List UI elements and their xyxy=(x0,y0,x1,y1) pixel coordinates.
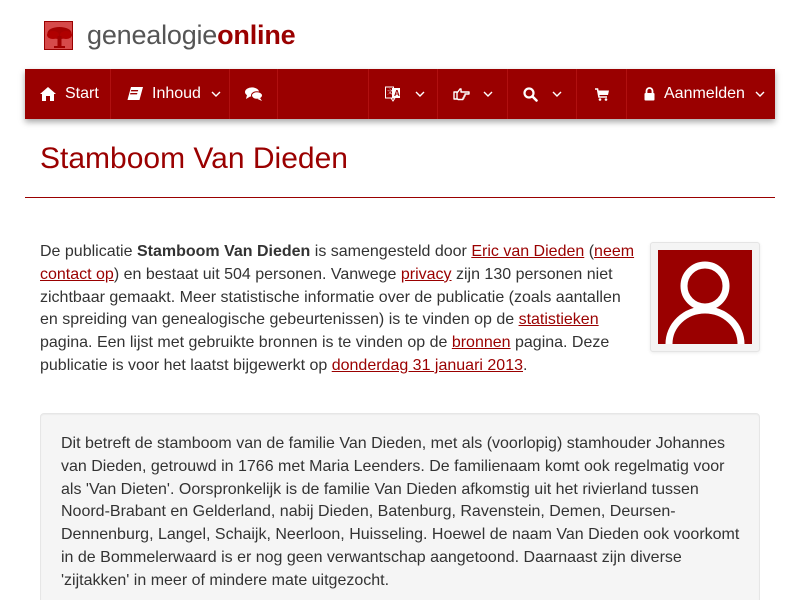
publication-intro: De publicatie Stamboom Van Dieden is samengesteld door Eric van Dieden (neem contact op) en bestaat uit 504 personen. Vanwege privacy zijn 130 personen niet zichtbaar gemaakt. Meer statistische informatie over de publicatie (zoals aantallen en spreiding van genealogische gebeurtenissen) is te vinden op de statistieken pagina. Een lijst met gebruikte bronnen is te vinden op de bronnen pagina. Deze publicatie is voor het laatst bijgewerkt op donderdag 31 januari 2013. xyxy=(40,243,635,374)
chevron-down-icon xyxy=(552,91,562,97)
title-divider xyxy=(25,197,775,198)
search-icon xyxy=(523,87,538,102)
cart-icon xyxy=(595,88,609,101)
site-name: genealogieonline xyxy=(87,20,296,50)
statistics-link[interactable]: statistieken xyxy=(518,311,599,329)
lock-icon xyxy=(644,87,655,101)
comments-icon xyxy=(245,87,263,101)
main-navbar xyxy=(25,69,775,119)
hand-pointing-icon xyxy=(453,87,471,101)
nav-search[interactable] xyxy=(507,69,576,119)
nav-login-label: Aanmelden xyxy=(664,85,745,102)
svg-text:A: A xyxy=(394,89,400,98)
publication-description xyxy=(40,413,760,600)
author-link[interactable]: Eric van Dieden xyxy=(471,243,585,260)
chevron-down-icon xyxy=(211,91,221,97)
contact-link[interactable]: neem contact op xyxy=(40,243,635,283)
user-silhouette-icon xyxy=(658,250,752,344)
page-title: Stamboom Van Dieden xyxy=(40,142,348,175)
tree-icon xyxy=(44,21,73,50)
publication-name: Stamboom Van Dieden xyxy=(136,243,311,260)
chevron-down-icon xyxy=(415,91,425,97)
translate-icon xyxy=(385,86,401,102)
site-brand[interactable] xyxy=(44,18,295,52)
description-text: Dit betreft de stamboom van de familie Van Dieden, met als (voorlopig) stamhouder Johannes van Dieden, getrouwd in 1766 met Maria Leenders. De familienaam komt ook regelmatig voor als 'Van Dieten'. Oorspronkelijk is de familie Van Dieden afkomstig uit het rivierland tussen Noord-Brabant en Gelderland, nabij Dieden, Batenburg, Ravenstein, Demen, Deursen-Dennenburg, Langel, Schaijk, Neerloon, Huisseling. Hoewel de naam Van Dieden ook voorkomt in de Bommelerwaard is er nog geen verwantschap aangetoond. Daarnaast zijn diverse 'zijtakken' in meer of mindere mate uitgezocht. xyxy=(61,435,740,589)
nav-suggestions[interactable] xyxy=(437,69,507,119)
nav-cart[interactable] xyxy=(576,69,626,119)
nav-inhoud[interactable] xyxy=(111,69,230,119)
nav-language[interactable] xyxy=(368,69,438,119)
svg-text:文: 文 xyxy=(387,90,394,96)
chevron-down-icon xyxy=(483,91,493,97)
nav-start-label: Start xyxy=(65,85,99,102)
book-icon xyxy=(127,87,143,101)
nav-login[interactable] xyxy=(626,69,775,119)
nav-start[interactable] xyxy=(25,69,111,119)
chevron-down-icon xyxy=(755,91,765,97)
nav-comments[interactable] xyxy=(230,69,278,119)
sources-link[interactable]: bronnen xyxy=(451,334,511,352)
nav-inhoud-label: Inhoud xyxy=(152,85,201,102)
home-icon xyxy=(40,87,56,101)
author-avatar[interactable] xyxy=(650,242,760,352)
last-updated-link[interactable]: donderdag 31 januari 2013 xyxy=(331,356,523,374)
privacy-link[interactable]: privacy xyxy=(400,265,452,283)
